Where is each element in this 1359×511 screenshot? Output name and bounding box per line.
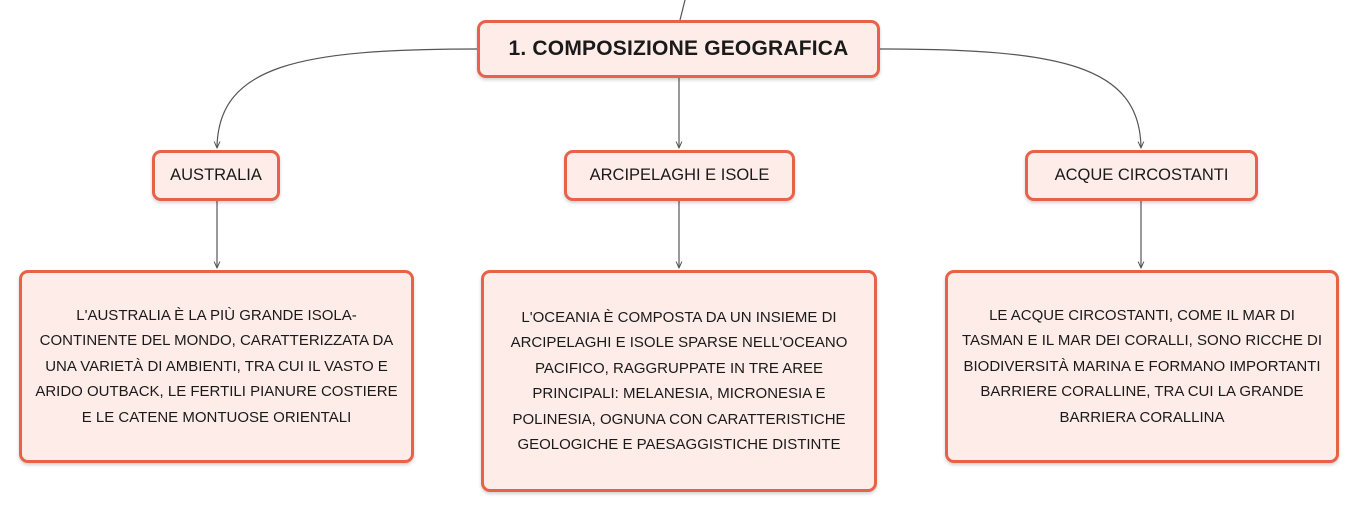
connector-root-acque xyxy=(880,49,1141,148)
detail-text-arcipelaghi: L'OCEANIA È COMPOSTA DA UN INSIEME DI ARCIPELAGHI E ISOLE SPARSE NELL'OCEANO PACIFICO, RAGGRUPPATE IN TRE AREE PRINCIPALI: MELANESIA, MICRONESIA E POLINESIA, OGNUNA CON CARATTERISTICHE GEOLOGICHE E PAESAGGISTICHE DISTINTE xyxy=(510,308,848,453)
topic-node-acque[interactable] xyxy=(1025,150,1258,201)
detail-node-australia[interactable] xyxy=(19,270,414,463)
detail-node-arcipelaghi[interactable] xyxy=(481,270,877,492)
topic-node-arcipelaghi[interactable] xyxy=(564,150,795,201)
topic-label-acque: ACQUE CIRCOSTANTI xyxy=(1054,166,1229,184)
root-label: 1. COMPOSIZIONE GEOGRAFICA xyxy=(508,37,849,60)
topic-node-australia[interactable] xyxy=(152,150,280,201)
detail-text-australia: L'AUSTRALIA È LA PIÙ GRANDE ISOLA-CONTINENTE DEL MONDO, CARATTERIZZATA DA UNA VARIETÀ DI AMBIENTI, TRA CUI IL VASTO E ARIDO OUTBACK, LE FERTILI PIANURE COSTIERE E LE CATENE MONTUOSE ORIENTALI xyxy=(35,306,398,426)
incoming-connector xyxy=(680,0,685,20)
topic-label-arcipelaghi: ARCIPELAGHI E ISOLE xyxy=(589,166,770,184)
topic-label-australia: AUSTRALIA xyxy=(170,166,262,184)
detail-text-acque: LE ACQUE CIRCOSTANTI, COME IL MAR DI TASMAN E IL MAR DEI CORALLI, SONO RICCHE DI BIODIVERSITÀ MARINA E FORMANO IMPORTANTI BARRIERE CORALLINE, TRA CUI LA GRANDE BARRIERA CORALLINA xyxy=(961,306,1323,426)
detail-node-acque[interactable] xyxy=(945,270,1339,463)
root-node[interactable] xyxy=(477,20,880,78)
connector-root-australia xyxy=(217,49,477,148)
